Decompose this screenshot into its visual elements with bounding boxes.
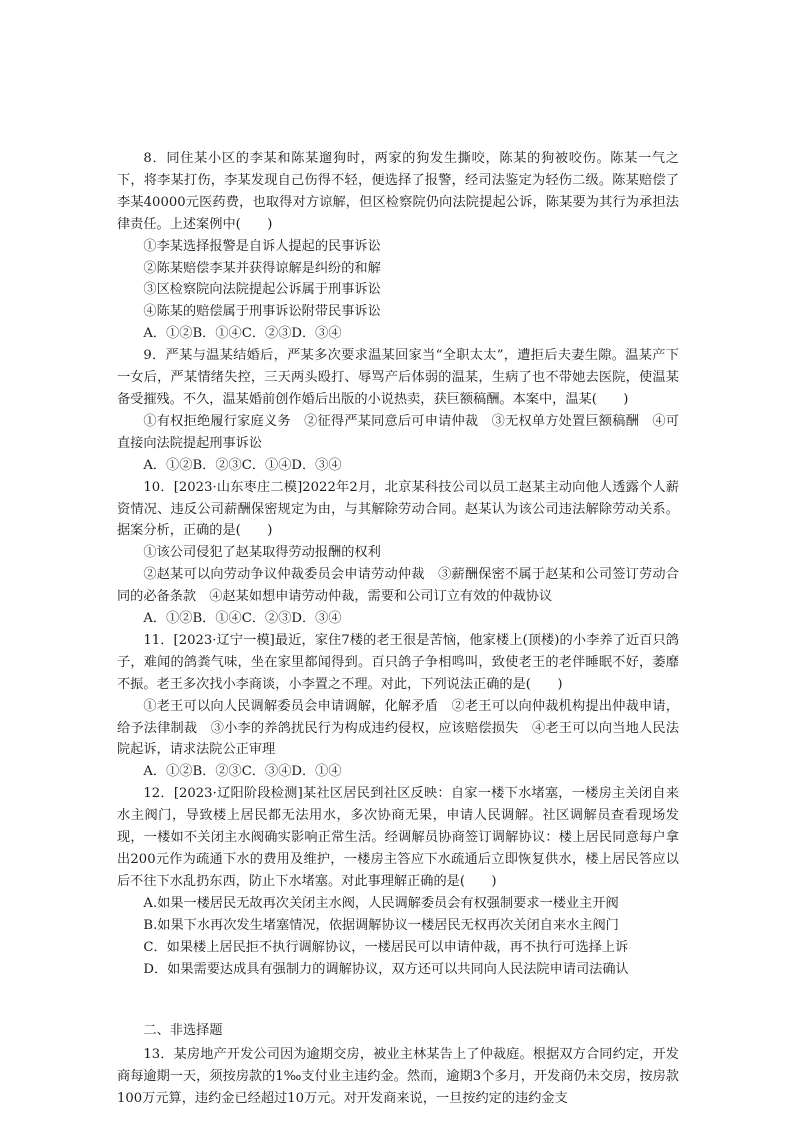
question-10-options: ②赵某可以向劳动争议仲裁委员会申请劳动仲裁 ③薪酬保密不属于赵某和公司签订劳动合同的必备条款 ④赵某如想申请劳动仲裁，需要和公司订立有效的仲裁协议: [117, 567, 679, 605]
question-12-option-d: D．如果需要达成具有强制力的调解协议，双方还可以共同向人民法院申请司法确认: [143, 961, 629, 977]
question-10-choices: A．①②B．①④C．②③D．③④: [143, 611, 342, 627]
question-8-choices: A．①②B．①④C．②③D．③④: [143, 326, 342, 342]
question-9: [117, 345, 679, 476]
question-12-option-b: B.如果下水再次发生堵塞情况，依据调解协议一楼居民无权再次关闭自来水主阀门: [143, 917, 619, 933]
document-page: [117, 148, 679, 1110]
question-8-option-4: ④陈某的赔偿属于刑事诉讼附带民事诉讼: [143, 304, 381, 320]
question-9-options: ①有权拒绝履行家庭义务 ②征得严某同意后可申请仲裁 ③无权单方处置巨额稿酬 ④可直接向法院提起刑事诉讼: [117, 413, 679, 451]
question-10-stem: 10．[2023·山东枣庄二模]2022年2月，北京某科技公司以员工赵某主动向他人透露个人薪资情况、违反公司薪酬保密规定为由，与其解除劳动合同。赵某认为该公司违法解除劳动关系。据案分析，正确的是( ): [117, 479, 679, 539]
section-title: 二、非选择题: [143, 1023, 223, 1039]
question-12-stem: 12．[2023·辽阳阶段检测]某社区居民到社区反映：自家一楼下水堵塞，一楼房主关闭自来水主阀门，导致楼上居民都无法用水，多次协商无果，申请人民调解。社区调解员查看现场发现，一楼如不关闭主水阀确实影响正常生活。经调解员协商签订调解协议：楼上居民同意每户拿出200元作为疏通下水的费用及维护，一楼房主答应下水疏通后立即恢复供水，楼上居民答应以后不往下水乱扔东西，防止下水堵塞。对此事理解正确的是( ): [117, 786, 679, 889]
question-12-option-c: C．如果楼上居民拒不执行调解协议，一楼居民可以申请仲裁，再不执行可选择上诉: [143, 939, 629, 955]
question-12: [117, 783, 679, 980]
question-13-stem: 13．某房地产开发公司因为逾期交房，被业主林某告上了仲裁庭。根据双方合同约定，开发商每逾期一天，须按房款的1‰支付业主违约金。然而，逾期3个多月，开发商仍未交房，按房款100万元算，违约金已经超过10万元。对开发商来说，一旦按约定的违约金支: [117, 1047, 679, 1107]
question-8-option-1: ①李某选择报警是自诉人提起的民事诉讼: [143, 238, 381, 254]
question-12-option-a: A.如果一楼居民无故再次关闭主水阀，人民调解委员会有权强制要求一楼业主开阀: [143, 895, 619, 911]
question-11-choices: A．①②B．②③C．③④D．①④: [143, 764, 342, 780]
question-9-choices: A．①②B．②③C．①④D．③④: [143, 457, 342, 473]
question-8-option-3: ③区检察院向法院提起公诉属于刑事诉讼: [143, 282, 381, 298]
question-9-stem: 9．严某与温某结婚后，严某多次要求温某回家当“全职太太”，遭拒后夫妻生隙。温某产下一女后，严某情绪失控，三天两头殴打、辱骂产后体弱的温某，生病了也不带她去医院，使温某备受摧残。不久，温某婚前创作婚后出版的小说热卖，获巨额稿酬。本案中，温某( ): [117, 348, 679, 407]
question-8: [117, 148, 679, 345]
question-10-option-1: ①该公司侵犯了赵某取得劳动报酬的权利: [143, 545, 381, 561]
question-11-stem: 11．[2023·辽宁一模]最近，家住7楼的老王很是苦恼，他家楼上(顶楼)的小李养了近百只鸽子，难闻的鸽粪气味，坐在家里都闻得到。百只鸽子争相鸣叫，致使老王的老伴睡眠不好，萎靡不振。老王多次找小李商谈，小李置之不理。对此，下列说法正确的是( ): [117, 632, 679, 692]
question-11-options: ①老王可以向人民调解委员会申请调解，化解矛盾 ②老王可以向仲裁机构提出仲裁申请，给予法律制裁 ③小李的养鸽扰民行为构成违约侵权，应该赔偿损失 ④老王可以向当地人民法院起诉，请求法院公正审理: [117, 698, 679, 758]
question-8-stem: 8．同住某小区的李某和陈某遛狗时，两家的狗发生撕咬，陈某的狗被咬伤。陈某一气之下，将李某打伤，李某发现自己伤得不轻，便选择了报警，经司法鉴定为轻伤二级。陈某赔偿了李某40000元医药费，也取得对方谅解，但区检察院仍向法院提起公诉，陈某要为其行为承担法律责任。上述案例中( ): [117, 151, 679, 232]
question-11: [117, 630, 679, 783]
question-8-option-2: ②陈某赔偿李某并获得谅解是纠纷的和解: [143, 260, 381, 276]
question-10: [117, 477, 679, 630]
